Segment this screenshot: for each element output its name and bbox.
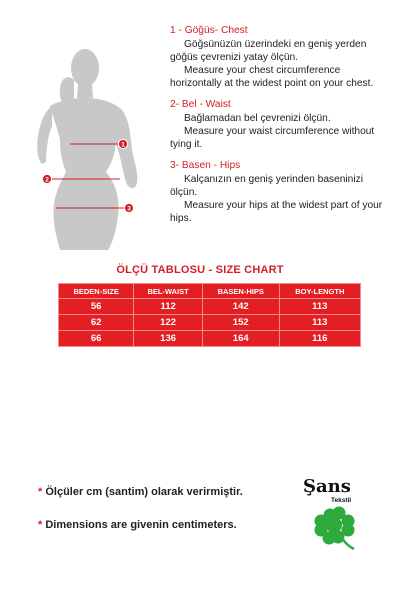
note-english xyxy=(38,519,237,531)
table-row xyxy=(59,299,361,315)
note-turkish-text: Ölçüler cm (santim) olarak verirmiştir. xyxy=(45,486,243,498)
section-chest xyxy=(170,24,392,90)
marker-3 xyxy=(124,203,133,212)
cell-hips: 152 xyxy=(202,315,279,331)
section-waist-tr: Bağlamadan bel çevrenizi ölçün. xyxy=(184,113,331,124)
cell-hips: 142 xyxy=(202,299,279,315)
section-chest-en: Measure your chest circumference horizontally at the widest point on your chest. xyxy=(170,65,374,89)
section-chest-title: 1 - Göğüs- Chest xyxy=(170,25,248,36)
cell-length: 113 xyxy=(279,299,360,315)
cell-length: 116 xyxy=(279,331,360,347)
marker-2-label: 2 xyxy=(45,176,49,184)
header-length: BOY-LENGTH xyxy=(279,284,360,299)
header-size: BEDEN-SIZE xyxy=(59,284,134,299)
cell-waist: 112 xyxy=(134,299,203,315)
marker-1 xyxy=(118,139,127,148)
marker-1-label: 1 xyxy=(121,141,125,149)
cell-length: 113 xyxy=(279,315,360,331)
silhouette-shape xyxy=(37,49,137,250)
section-waist xyxy=(170,98,392,151)
marker-2 xyxy=(42,174,51,183)
cell-waist: 122 xyxy=(134,315,203,331)
body-silhouette-figure xyxy=(30,40,155,250)
brand-subtitle: Tekstil xyxy=(331,497,352,504)
cell-size: 62 xyxy=(59,315,134,331)
cell-waist: 136 xyxy=(134,331,203,347)
cell-size: 66 xyxy=(59,331,134,347)
section-hips-tr: Kalçanızın en geniş yerinden baseninizi ölçün. xyxy=(170,174,363,198)
cell-size: 56 xyxy=(59,299,134,315)
section-waist-title: 2- Bel - Waist xyxy=(170,99,231,110)
size-chart-header-row xyxy=(59,284,361,299)
section-chest-tr: Göğsünüzün üzerindeki en geniş yerden göğüs çevrenizi yatay ölçün. xyxy=(170,39,367,63)
clover-logo-icon xyxy=(312,505,362,551)
note-turkish xyxy=(38,486,243,498)
note-turkish-star: * xyxy=(38,486,43,498)
section-waist-en: Measure your waist circumference without tying it. xyxy=(170,126,375,150)
size-chart-title: ÖLÇÜ TABLOSU - SIZE CHART xyxy=(116,264,284,276)
header-waist: BEL-WAIST xyxy=(134,284,203,299)
note-english-star: * xyxy=(38,519,43,531)
note-english-text: Dimensions are givenin centimeters. xyxy=(45,519,237,531)
header-hips: BASEN-HIPS xyxy=(202,284,279,299)
section-hips-title: 3- Basen - Hips xyxy=(170,160,241,171)
size-chart-table xyxy=(58,283,361,347)
brand-name: Şans xyxy=(303,476,351,497)
section-hips xyxy=(170,159,392,225)
marker-3-label: 3 xyxy=(127,205,131,213)
table-row xyxy=(59,331,361,347)
table-row xyxy=(59,315,361,331)
measurement-instructions xyxy=(170,24,392,233)
section-hips-en: Measure your hips at the widest part of your hips. xyxy=(170,200,383,224)
cell-hips: 164 xyxy=(202,331,279,347)
